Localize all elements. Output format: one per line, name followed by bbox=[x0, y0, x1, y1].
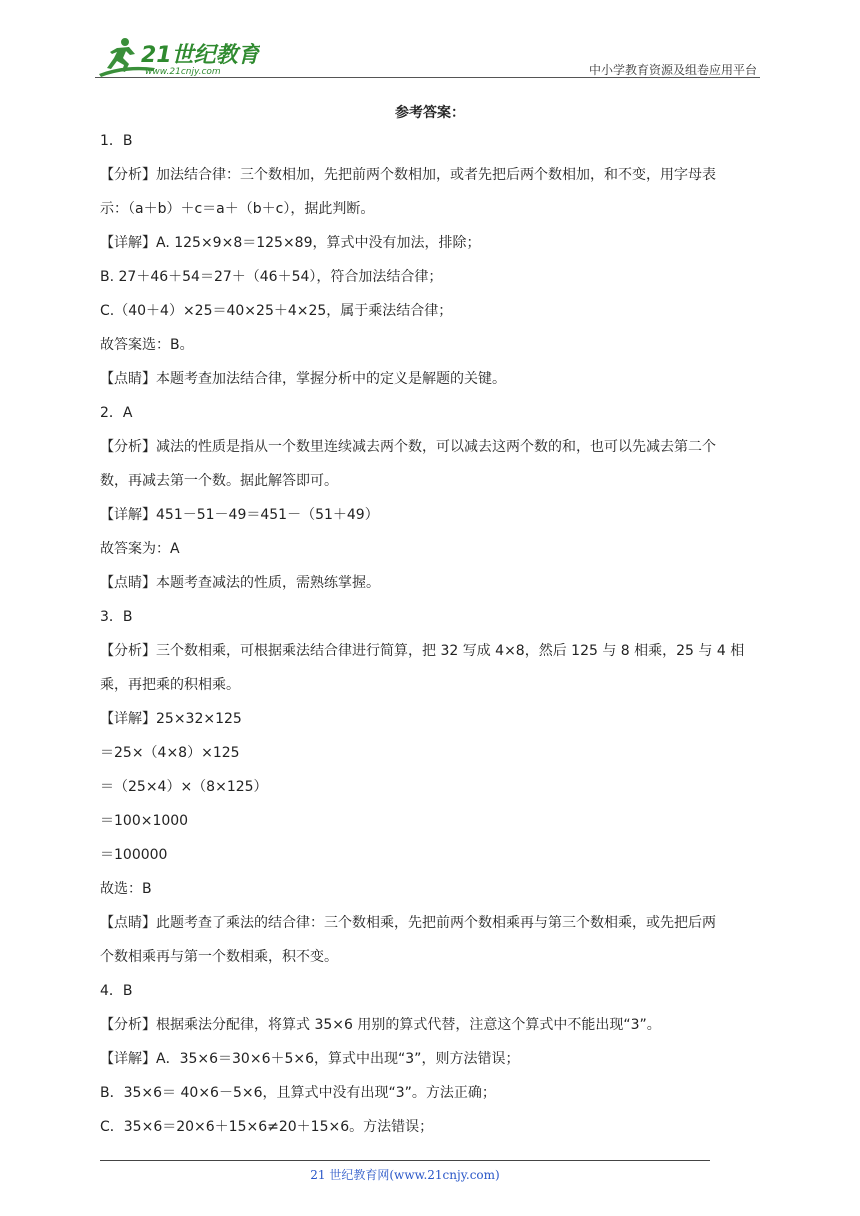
answer-line: 个数相乘再与第一个数相乘，积不变。 bbox=[100, 949, 338, 965]
answer-line: C．35×6＝20×6＋15×6≠20＋15×6。方法错误； bbox=[100, 1119, 434, 1135]
answer-line: B. 27＋46＋54＝27＋（46＋54），符合加法结合律； bbox=[100, 269, 443, 285]
answer-line: 【分析】加法结合律：三个数相加，先把前两个数相加，或者先把后两个数相加，和不变，用字母表 bbox=[100, 167, 716, 183]
page-title: 参考答案： bbox=[395, 105, 465, 121]
answer-line: 3．B bbox=[100, 609, 133, 625]
answer-line: 故选：B bbox=[100, 881, 152, 897]
answer-line: 【详解】451－51－49＝451－（51＋49） bbox=[100, 507, 379, 523]
answer-line: 乘，再把乘的积相乘。 bbox=[100, 677, 240, 693]
answer-line: 【详解】A. 125×9×8＝125×89，算式中没有加法，排除； bbox=[100, 235, 481, 251]
answer-line: 故答案选：B。 bbox=[100, 337, 194, 353]
answer-line: 4．B bbox=[100, 983, 133, 999]
answer-line: ＝100×1000 bbox=[100, 813, 189, 829]
answer-line: ＝（25×4）×（8×125） bbox=[100, 779, 268, 795]
answer-line: C.（40＋4）×25＝40×25＋4×25，属于乘法结合律； bbox=[100, 303, 453, 319]
answer-line: 2．A bbox=[100, 405, 133, 421]
header-divider bbox=[95, 77, 760, 78]
site-logo bbox=[95, 34, 260, 80]
platform-name: 中小学教育资源及组卷应用平台 bbox=[588, 63, 757, 77]
svg-text:21世纪教育: 21世纪教育 bbox=[141, 43, 260, 68]
answer-line: 示：（a＋b）＋c＝a＋（b＋c），据此判断。 bbox=[100, 201, 375, 217]
answer-line: 【详解】25×32×125 bbox=[100, 711, 242, 727]
answer-line: 【点睛】本题考查加法结合律，掌握分析中的定义是解题的关键。 bbox=[100, 371, 506, 387]
answer-line: B．35×6＝ 40×6－5×6，且算式中没有出现“3”。方法正确； bbox=[100, 1085, 496, 1101]
svg-text:www.21cnjy.com: www.21cnjy.com bbox=[145, 67, 221, 77]
answer-line: 【点睛】本题考查减法的性质，需熟练掌握。 bbox=[100, 575, 380, 591]
answer-line: 【分析】三个数相乘，可根据乘法结合律进行简算，把 32 写成 4×8，然后 125 与 8 相乘，25 与 4 相 bbox=[100, 643, 745, 659]
answer-line: 【分析】根据乘法分配律，将算式 35×6 用别的算式代替，注意这个算式中不能出现“3”。 bbox=[100, 1017, 661, 1033]
answer-line: 【详解】A．35×6＝30×6＋5×6，算式中出现“3”，则方法错误； bbox=[100, 1051, 520, 1067]
answer-line: 【分析】减法的性质是指从一个数里连续减去两个数，可以减去这两个数的和，也可以先减去第二个 bbox=[100, 439, 716, 455]
answer-line: 1．B bbox=[100, 133, 133, 149]
answer-line: 【点睛】此题考查了乘法的结合律：三个数相乘，先把前两个数相乘再与第三个数相乘，或先把后两 bbox=[100, 915, 716, 931]
answer-line: ＝100000 bbox=[100, 847, 168, 863]
answer-line: 故答案为：A bbox=[100, 541, 180, 557]
answer-line: 数，再减去第一个数。据此解答即可。 bbox=[100, 473, 338, 489]
footer-link[interactable]: 21 世纪教育网(www.21cnjy.com) bbox=[310, 1168, 500, 1182]
answer-content bbox=[100, 124, 762, 1144]
footer-divider bbox=[100, 1160, 710, 1161]
answer-line: ＝25×（4×8）×125 bbox=[100, 745, 240, 761]
